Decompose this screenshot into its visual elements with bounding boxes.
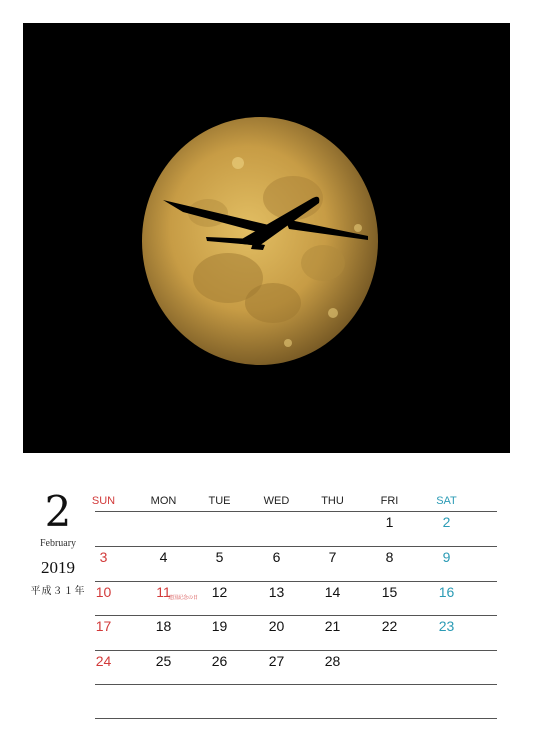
weekday-fri: FRI — [380, 495, 399, 507]
calendar-day: 6 — [272, 549, 281, 565]
weekday-sun: SUN — [91, 495, 116, 507]
calendar-day: 27 — [268, 653, 285, 669]
calendar-day: 8 — [385, 549, 394, 565]
calendar-day: 22 — [381, 618, 398, 634]
calendar-day: 26 — [211, 653, 228, 669]
calendar-day: 13 — [268, 584, 285, 600]
calendar-day — [418, 685, 475, 719]
calendar-day — [135, 685, 192, 719]
calendar-day — [361, 685, 418, 719]
calendar-day — [304, 685, 361, 719]
calendar-week — [95, 684, 497, 719]
calendar-day — [248, 685, 305, 719]
month-name: February — [39, 538, 77, 549]
calendar-day: 25 — [155, 653, 172, 669]
calendar-day: 14 — [324, 584, 341, 600]
calendar-day: 21 — [324, 618, 341, 634]
calendar-day: 20 — [268, 618, 285, 634]
weekday-wed: WED — [263, 495, 290, 507]
calendar-week — [95, 511, 497, 546]
year: 2019 — [41, 558, 75, 577]
calendar-day: 3 — [99, 549, 108, 565]
calendar-day — [191, 685, 248, 719]
calendar-day: 10 — [95, 584, 112, 600]
calendar-day: 15 — [381, 584, 398, 600]
calendar-day: 2 — [442, 514, 451, 530]
calendar-day: 16 — [438, 584, 455, 600]
calendar-day: 9 — [442, 549, 451, 565]
calendar-day — [361, 651, 418, 685]
calendar-day — [304, 512, 361, 546]
calendar-week — [95, 581, 497, 616]
calendar-day: 19 — [211, 618, 228, 634]
calendar-day: 4 — [159, 549, 168, 565]
moon-airplane-image — [23, 23, 510, 453]
calendar-day — [75, 685, 132, 719]
calendar-grid — [91, 495, 497, 669]
calendar-day: 18 — [155, 618, 172, 634]
weekday-tue: TUE — [208, 495, 231, 507]
month-number: 2 — [44, 487, 72, 536]
calendar-day — [135, 512, 192, 546]
calendar-day: 5 — [215, 549, 224, 565]
calendar-day: 12 — [211, 584, 228, 600]
calendar-day: 11 建国記念の日 — [135, 582, 192, 616]
holiday-label: 建国記念の日 — [168, 595, 199, 601]
weekday-mon: MON — [150, 495, 177, 507]
weekday-thu: THU — [321, 495, 344, 507]
bottom-rule — [95, 718, 497, 719]
weekday-sat: SAT — [436, 495, 457, 507]
japanese-era: 平成３１年 — [30, 586, 86, 597]
calendar-day — [248, 512, 305, 546]
calendar-day — [75, 512, 132, 546]
calendar-day — [418, 651, 475, 685]
weekday-header — [91, 495, 497, 511]
moon-photo — [23, 23, 510, 453]
calendar-day — [191, 512, 248, 546]
calendar-day: 23 — [438, 618, 455, 634]
calendar-day: 17 — [95, 618, 112, 634]
calendar-day: 7 — [328, 549, 337, 565]
calendar-day: 24 — [95, 653, 112, 669]
calendar-week — [95, 615, 497, 650]
calendar-day: 1 — [385, 514, 394, 530]
calendar-day: 28 — [324, 653, 341, 669]
calendar-week — [95, 546, 497, 581]
calendar-week — [95, 650, 497, 685]
